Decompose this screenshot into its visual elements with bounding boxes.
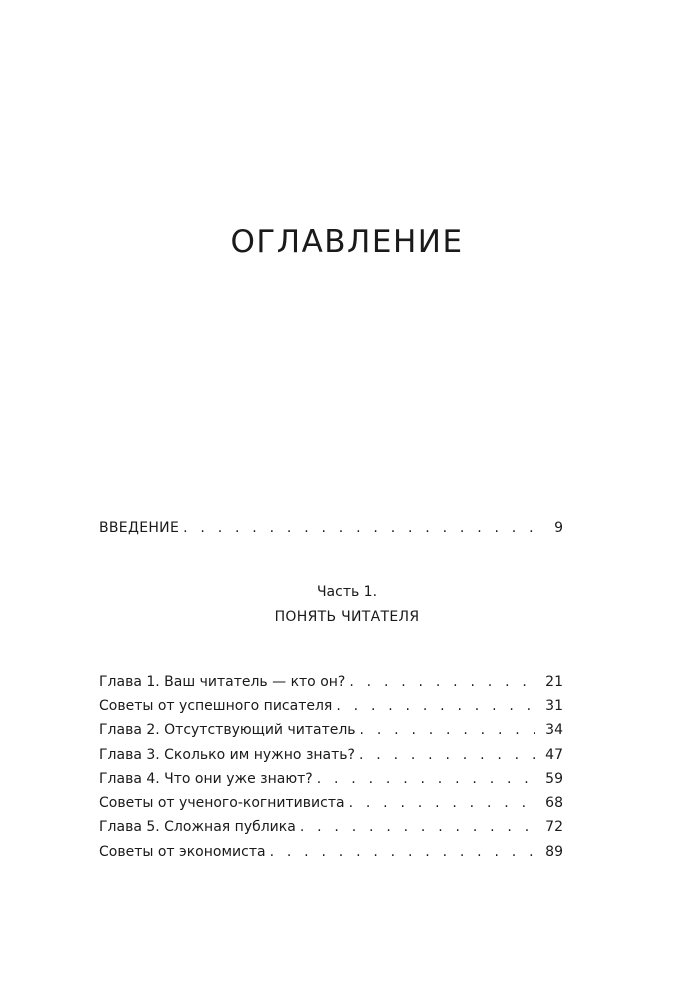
toc-entry-label: Глава 3. Сколько им нужно знать? xyxy=(99,747,355,763)
toc-entry-label: ВВЕДЕНИЕ xyxy=(99,520,180,536)
toc-entry-page-number: 31 xyxy=(545,698,563,714)
dot-leader xyxy=(349,792,535,814)
toc-entry-label: Советы от успешного писателя xyxy=(99,698,333,714)
toc-entry-page-number: 68 xyxy=(545,795,563,811)
toc-entry-label: Глава 1. Ваш читатель — кто он? xyxy=(99,674,346,690)
toc-entry[interactable] xyxy=(99,744,563,766)
toc-entry[interactable] xyxy=(99,792,563,814)
dot-leader xyxy=(183,517,535,539)
toc-entry[interactable] xyxy=(99,671,563,693)
toc-entry[interactable] xyxy=(99,768,563,790)
toc-entry-page-number: 72 xyxy=(545,819,563,835)
dot-leader xyxy=(270,841,535,863)
part-number: Часть 1. xyxy=(316,584,378,600)
toc-entry[interactable] xyxy=(99,816,563,838)
dot-leader xyxy=(349,671,535,693)
dot-leader xyxy=(360,719,535,741)
toc-entry-label: Глава 5. Сложная публика xyxy=(99,819,296,835)
toc-entry-label: Советы от ученого-когнитивиста xyxy=(99,795,345,811)
toc-entry-page-number: 34 xyxy=(545,722,563,738)
toc-entry[interactable] xyxy=(99,695,563,717)
toc-entry[interactable] xyxy=(99,719,563,741)
toc-entry-page-number: 9 xyxy=(554,520,563,536)
toc-entry-label: Глава 4. Что они уже знают? xyxy=(99,771,313,787)
toc-entry-introduction[interactable] xyxy=(99,517,563,539)
dot-leader xyxy=(359,744,535,766)
toc-entry-page-number: 47 xyxy=(545,747,563,763)
toc-entry-label: Глава 2. Отсутствующий читатель xyxy=(99,722,356,738)
toc-entry[interactable] xyxy=(99,841,563,863)
toc-entry-page-number: 89 xyxy=(545,844,563,860)
dot-leader xyxy=(317,768,535,790)
toc-entry-label: Советы от экономиста xyxy=(99,844,266,860)
toc-entry-page-number: 21 xyxy=(545,674,563,690)
toc-entry-page-number: 59 xyxy=(545,771,563,787)
dot-leader xyxy=(336,695,535,717)
page-title: ОГЛАВЛЕНИЕ xyxy=(230,224,464,260)
dot-leader xyxy=(300,816,535,838)
part-title: ПОНЯТЬ ЧИТАТЕЛЯ xyxy=(274,609,420,625)
